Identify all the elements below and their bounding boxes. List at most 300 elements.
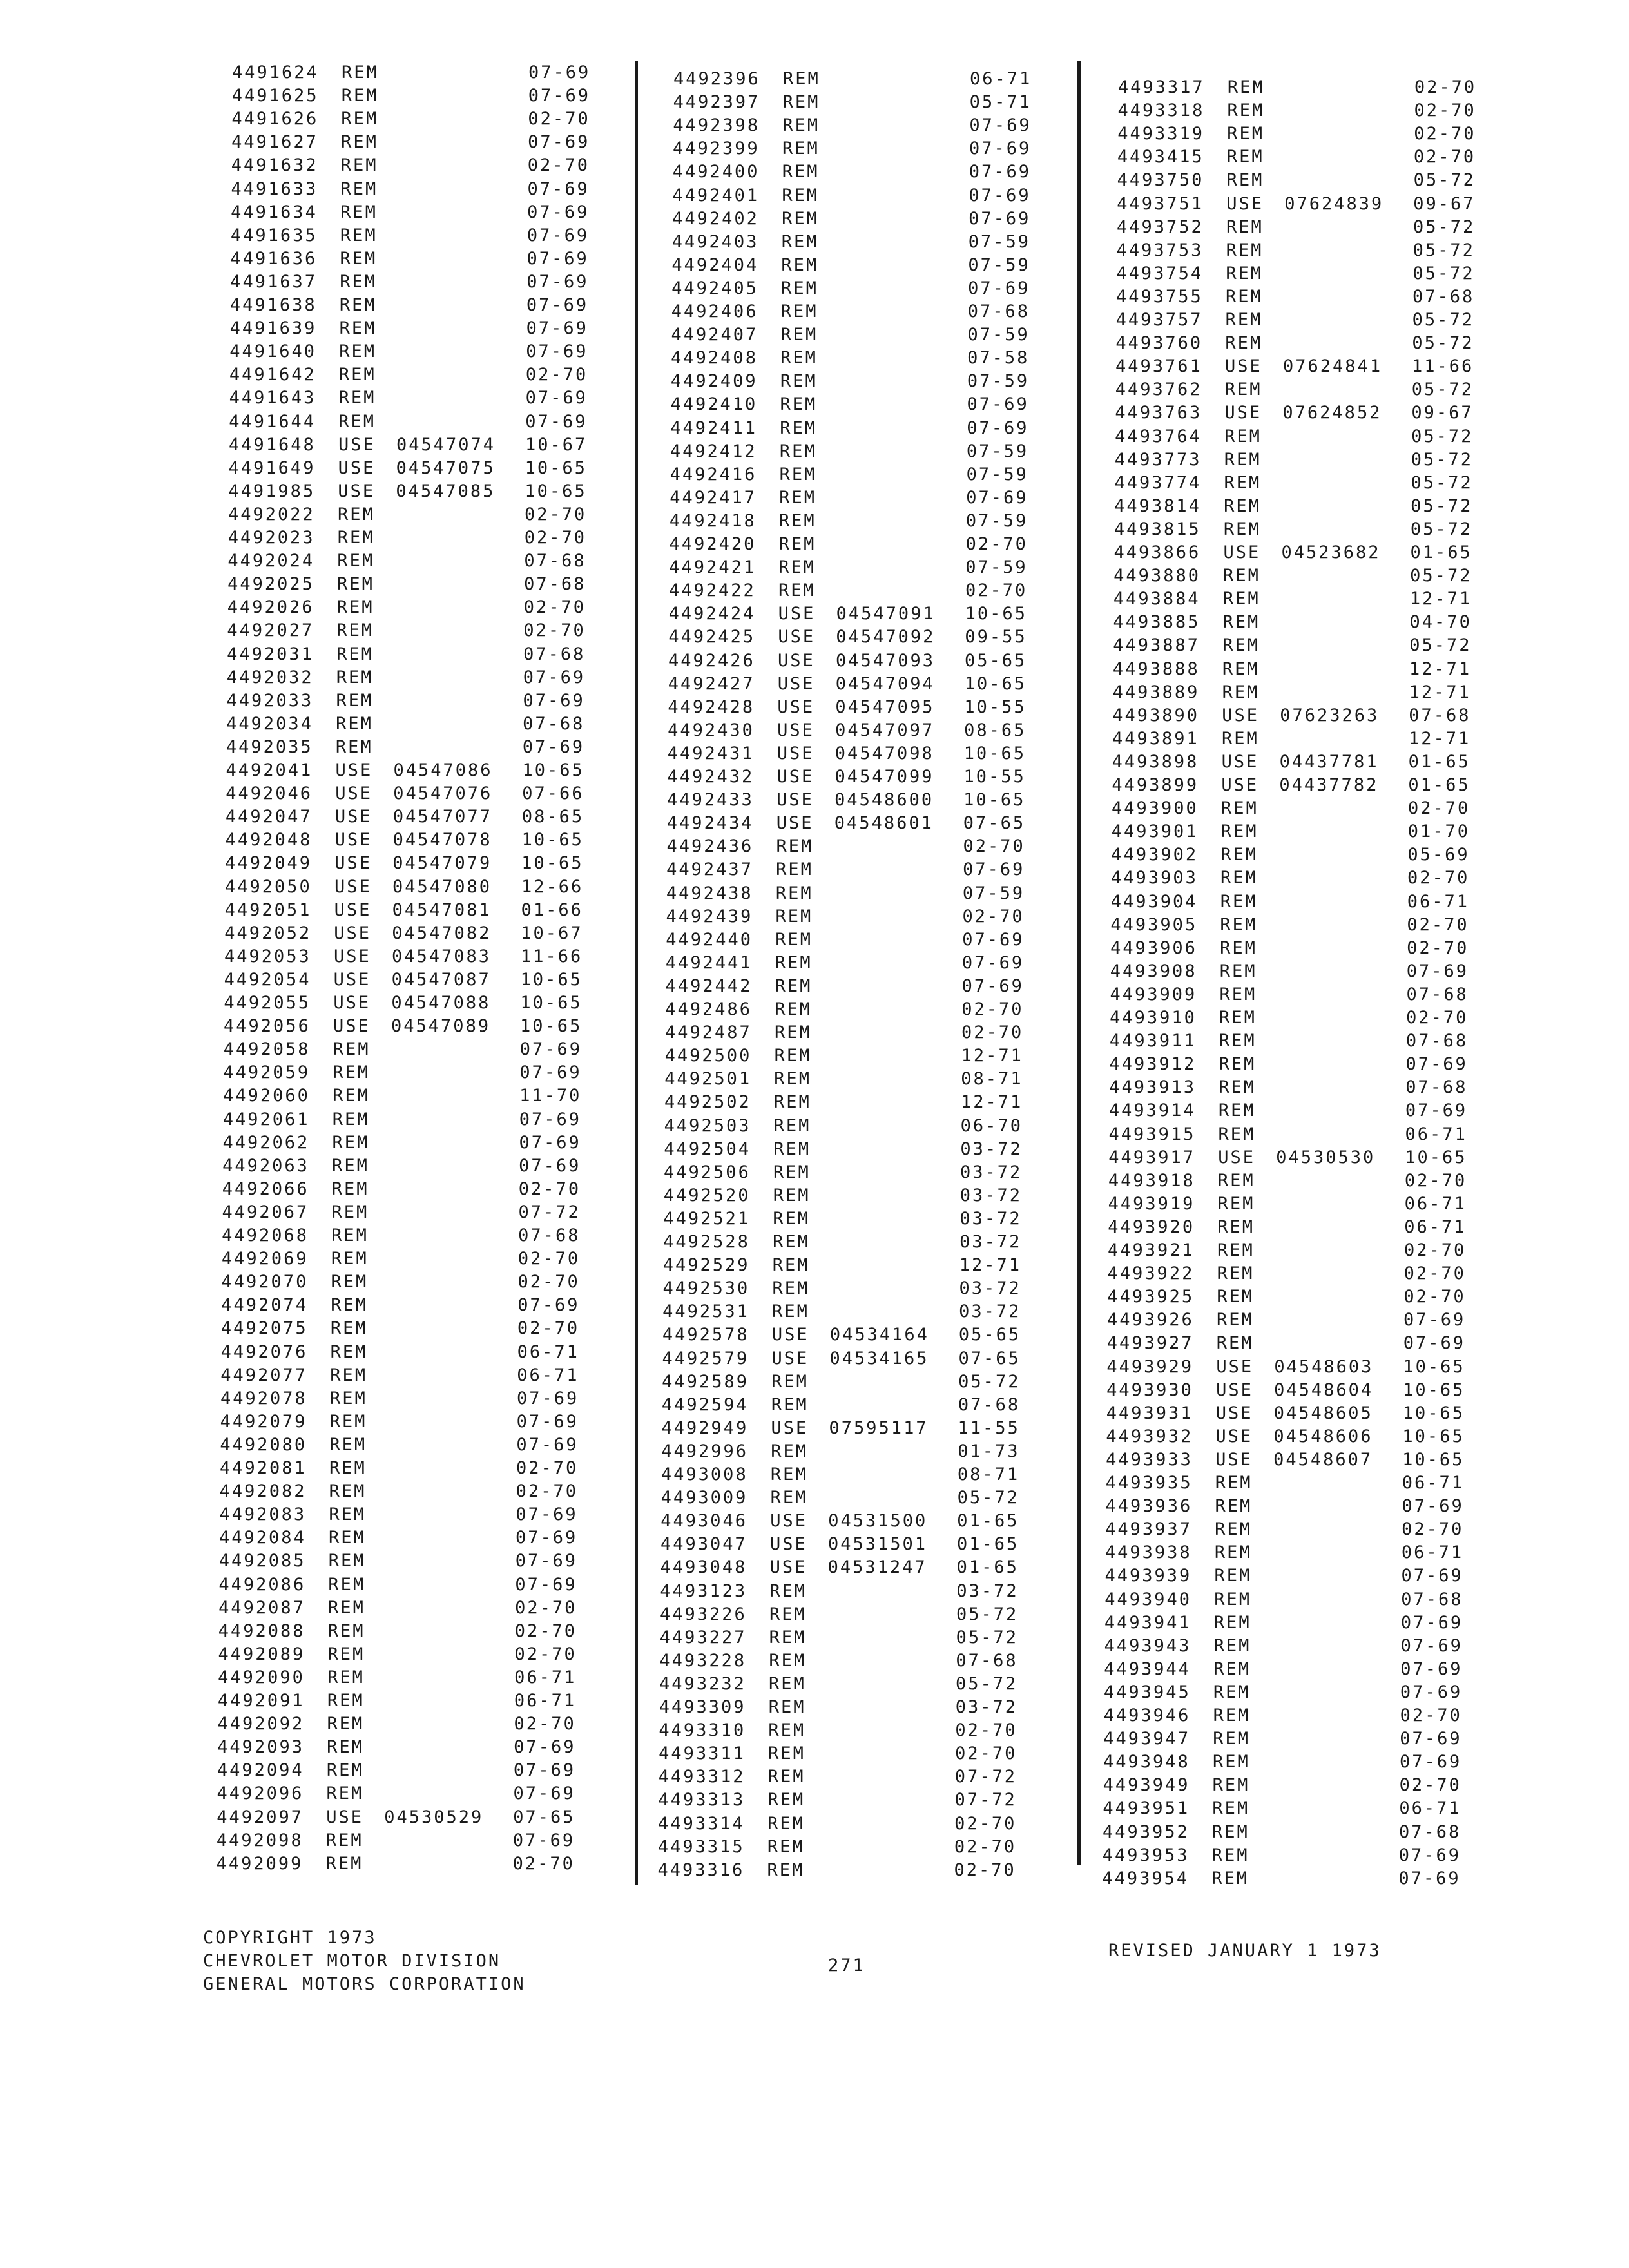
part-number: 4493314 (658, 1813, 745, 1834)
replacement-part: 04548606 (1273, 1426, 1373, 1446)
action-code: REM (1219, 1077, 1256, 1098)
date-code: 02-70 (954, 1860, 1016, 1880)
date-code: 07-68 (1405, 1031, 1469, 1052)
part-number: 4492097 (217, 1807, 304, 1827)
date-code: 10-65 (520, 969, 583, 990)
date-code: 01-73 (958, 1441, 1020, 1461)
part-number: 4493008 (660, 1465, 748, 1485)
replacement-part: 07624841 (1283, 356, 1383, 377)
action-code: REM (1217, 1193, 1255, 1214)
part-number: 4492056 (224, 1016, 311, 1037)
date-code: 07-69 (969, 185, 1031, 206)
action-code: REM (1219, 961, 1257, 981)
part-number: 4493906 (1110, 937, 1197, 958)
date-code: 07-68 (967, 302, 1030, 322)
action-code: REM (338, 411, 376, 432)
date-code: 03-72 (959, 1232, 1022, 1252)
date-code: 06-71 (1402, 1473, 1465, 1493)
date-code: 06-71 (514, 1691, 577, 1711)
part-number: 4492081 (219, 1458, 307, 1478)
part-number: 4492440 (666, 929, 753, 950)
date-code: 07-68 (956, 1650, 1018, 1671)
date-code: 07-69 (1400, 1682, 1463, 1702)
action-code: USE (776, 767, 815, 787)
action-code: REM (773, 1185, 811, 1206)
date-code: 06-71 (517, 1365, 579, 1385)
action-code: REM (770, 1488, 808, 1508)
date-code: 01-65 (956, 1534, 1019, 1555)
action-code: USE (1225, 356, 1262, 377)
part-number: 4492096 (217, 1783, 304, 1804)
part-number: 4492401 (672, 185, 760, 206)
action-code: REM (1221, 798, 1258, 819)
part-number: 4493901 (1111, 822, 1199, 842)
date-code: 07-69 (513, 1760, 576, 1781)
date-code: 05-69 (1407, 845, 1470, 865)
action-code: REM (1222, 682, 1260, 702)
part-number: 4493890 (1112, 705, 1200, 726)
part-number: 4493937 (1105, 1519, 1192, 1540)
part-number: 4491636 (230, 248, 318, 269)
action-code: REM (770, 1465, 808, 1485)
date-code: 08-65 (964, 720, 1027, 740)
action-code: REM (1211, 1868, 1249, 1888)
date-code: 07-69 (1406, 961, 1469, 981)
action-code: REM (1225, 333, 1263, 354)
date-code: 02-70 (517, 1318, 580, 1339)
action-code: REM (1212, 1752, 1250, 1773)
date-code: 10-65 (1405, 1147, 1467, 1168)
action-code: REM (1222, 635, 1260, 656)
part-number: 4492080 (220, 1434, 307, 1455)
replacement-part: 04547077 (392, 807, 492, 827)
date-code: 12-71 (1409, 682, 1471, 702)
date-code: 07-69 (525, 388, 588, 408)
action-code: REM (1218, 1124, 1256, 1144)
action-code: REM (1224, 495, 1261, 516)
action-code: USE (777, 697, 815, 717)
replacement-part: 04547088 (391, 993, 491, 1013)
date-code: 07-69 (515, 1551, 577, 1571)
date-code: 10-65 (1402, 1426, 1465, 1446)
date-code: 07-69 (1403, 1310, 1466, 1331)
action-code: REM (782, 92, 820, 113)
action-code: REM (778, 581, 816, 601)
action-code: REM (781, 255, 819, 275)
action-code: REM (779, 464, 817, 485)
date-code: 02-70 (1404, 1170, 1467, 1191)
part-number: 4491642 (229, 365, 316, 385)
replacement-part: 04548607 (1273, 1449, 1373, 1470)
part-number: 4491633 (231, 178, 318, 199)
action-code: REM (335, 736, 373, 757)
action-code: REM (1224, 426, 1262, 447)
replacement-part: 07624839 (1284, 193, 1384, 214)
date-code: 07-69 (519, 1109, 582, 1129)
date-code: 07-69 (962, 929, 1025, 950)
part-number: 4492061 (222, 1109, 310, 1129)
action-code: USE (778, 627, 816, 648)
action-code: REM (1216, 1333, 1254, 1354)
part-number: 4493887 (1113, 635, 1200, 656)
date-code: 02-70 (517, 1272, 580, 1293)
action-code: REM (776, 836, 814, 857)
date-code: 07-68 (1399, 1821, 1461, 1842)
date-code: 05-72 (1411, 380, 1474, 400)
action-code: REM (1226, 240, 1264, 260)
action-code: REM (327, 1691, 365, 1711)
action-code: REM (1217, 1216, 1255, 1237)
date-code: 05-72 (1411, 449, 1474, 470)
action-code: REM (1215, 1473, 1253, 1493)
date-code: 09-67 (1411, 403, 1474, 423)
part-number: 4493920 (1108, 1216, 1195, 1237)
part-number: 4493945 (1103, 1682, 1191, 1702)
part-number: 4493900 (1112, 798, 1199, 819)
replacement-part: 04547099 (834, 767, 934, 787)
date-code: 10-65 (1403, 1379, 1465, 1400)
date-code: 02-70 (961, 1023, 1024, 1043)
date-code: 07-69 (528, 86, 591, 106)
revised-date: REVISED JANUARY 1 1973 (1108, 1941, 1382, 1961)
part-number: 4492425 (668, 627, 756, 648)
part-number: 4492529 (662, 1255, 750, 1276)
part-number: 4493888 (1112, 658, 1200, 679)
part-number: 4492431 (667, 743, 755, 764)
date-code: 07-69 (967, 394, 1029, 415)
part-number: 4492041 (226, 760, 313, 780)
part-number: 4491985 (228, 481, 316, 501)
action-code: USE (1226, 193, 1264, 214)
replacement-part: 04548603 (1274, 1356, 1374, 1377)
action-code: REM (339, 295, 377, 315)
action-code: REM (336, 667, 374, 687)
part-number: 4492579 (662, 1348, 749, 1369)
action-code: REM (1225, 286, 1263, 307)
part-number: 4492417 (670, 487, 757, 508)
date-code: 07-69 (516, 1411, 579, 1432)
date-code: 02-70 (525, 365, 588, 385)
part-number: 4493880 (1113, 566, 1200, 586)
part-number: 4491648 (228, 434, 316, 455)
action-code: REM (769, 1581, 807, 1601)
part-number: 4493922 (1107, 1264, 1195, 1284)
part-number: 4493919 (1108, 1193, 1195, 1214)
action-code: REM (781, 231, 819, 252)
part-number: 4492438 (666, 883, 753, 903)
action-code: REM (775, 906, 813, 927)
part-number: 4492411 (670, 418, 757, 438)
part-number: 4492052 (224, 923, 312, 943)
date-code: 12-71 (1409, 589, 1472, 610)
date-code: 07-65 (958, 1348, 1021, 1369)
date-code: 07-69 (1402, 1496, 1464, 1517)
action-code: REM (331, 1202, 369, 1222)
part-number: 4492070 (221, 1272, 309, 1293)
date-code: 07-69 (969, 115, 1032, 136)
date-code: 07-68 (1409, 705, 1471, 726)
date-code: 07-68 (1401, 1589, 1463, 1610)
action-code: USE (334, 876, 372, 897)
part-number: 4493316 (657, 1860, 745, 1880)
part-number: 4493931 (1106, 1403, 1193, 1423)
action-code: USE (335, 760, 373, 780)
date-code: 07-69 (519, 1039, 582, 1060)
date-code: 07-69 (1398, 1868, 1461, 1888)
date-code: 07-68 (524, 551, 586, 572)
part-number: 4492048 (225, 830, 313, 850)
action-code: REM (774, 1046, 812, 1066)
date-code: 02-70 (1403, 1287, 1466, 1307)
date-code: 06-71 (1405, 1124, 1467, 1144)
action-code: REM (773, 1208, 811, 1229)
action-code: REM (342, 62, 379, 82)
action-code: REM (1212, 1798, 1250, 1819)
date-code: 10-55 (963, 767, 1026, 787)
action-code: REM (329, 1528, 366, 1548)
date-code: 02-70 (528, 109, 590, 130)
date-code: 01-65 (1408, 775, 1470, 795)
action-code: REM (1214, 1566, 1252, 1586)
action-code: USE (777, 673, 815, 694)
date-code: 12-71 (960, 1092, 1023, 1113)
date-code: 10-65 (522, 760, 584, 780)
action-code: REM (340, 225, 378, 245)
replacement-part: 04547075 (396, 457, 496, 478)
date-code: 05-72 (1411, 495, 1473, 516)
date-code: 07-69 (528, 132, 590, 153)
action-code: REM (778, 510, 816, 531)
date-code: 02-70 (965, 534, 1028, 554)
date-code: 02-70 (514, 1620, 577, 1641)
part-number: 4492487 (664, 1023, 752, 1043)
part-number: 4492578 (662, 1325, 749, 1345)
date-code: 07-69 (1400, 1729, 1462, 1749)
date-code: 07-69 (516, 1434, 579, 1455)
action-code: REM (1212, 1775, 1250, 1796)
action-code: REM (1226, 170, 1264, 191)
action-code: REM (338, 365, 376, 385)
date-code: 03-72 (960, 1162, 1023, 1182)
action-code: REM (337, 528, 375, 548)
replacement-part: 04547098 (834, 743, 934, 764)
part-number: 4493910 (1110, 1008, 1197, 1028)
action-code: REM (769, 1650, 807, 1671)
date-code: 02-70 (1406, 1008, 1469, 1028)
action-code: REM (772, 1255, 810, 1276)
part-number: 4492092 (217, 1714, 305, 1735)
part-number: 4493905 (1110, 914, 1198, 935)
action-code: REM (767, 1813, 805, 1834)
action-code: REM (1223, 566, 1260, 586)
part-number: 4491639 (229, 318, 317, 339)
date-code: 05-72 (1410, 519, 1473, 539)
action-code: REM (782, 208, 819, 229)
part-number: 4491626 (231, 109, 319, 130)
replacement-part: 04547083 (391, 946, 492, 966)
date-code: 08-71 (957, 1465, 1020, 1485)
date-code: 07-69 (968, 278, 1030, 298)
part-number: 4492421 (669, 557, 757, 578)
date-code: 01-65 (1408, 751, 1470, 772)
part-number: 4492409 (670, 371, 758, 392)
date-code: 07-69 (526, 295, 589, 315)
part-number: 4492427 (668, 673, 755, 694)
date-code: 02-70 (955, 1744, 1017, 1764)
date-code: 01-65 (957, 1511, 1019, 1532)
date-code: 01-66 (521, 899, 583, 920)
action-code: REM (773, 1115, 811, 1136)
part-number: 4492501 (664, 1069, 752, 1090)
date-code: 07-69 (512, 1830, 575, 1850)
action-code: USE (777, 720, 815, 740)
part-number: 4492055 (224, 993, 311, 1013)
date-code: 02-70 (955, 1720, 1017, 1741)
replacement-part: 04547094 (835, 673, 935, 694)
date-code: 07-69 (513, 1783, 575, 1804)
date-code: 07-69 (963, 860, 1025, 880)
part-number: 4492528 (663, 1232, 750, 1252)
date-code: 07-69 (526, 225, 590, 245)
part-number: 4493940 (1104, 1589, 1191, 1610)
part-number: 4492404 (671, 255, 759, 275)
replacement-part: 04547079 (392, 853, 492, 874)
date-code: 10-65 (521, 830, 584, 850)
action-code: USE (1215, 1403, 1253, 1423)
action-code: REM (1224, 380, 1262, 400)
part-number: 4493815 (1113, 519, 1201, 539)
part-number: 4492408 (671, 348, 758, 369)
part-number: 4493949 (1103, 1775, 1190, 1796)
action-code: REM (780, 325, 818, 345)
date-code: 07-59 (967, 371, 1030, 392)
action-code: REM (330, 1341, 368, 1362)
action-code: REM (327, 1620, 365, 1641)
part-number: 4493939 (1104, 1566, 1192, 1586)
part-number: 4493762 (1115, 380, 1202, 400)
action-code: USE (1223, 543, 1261, 562)
part-number: 4492027 (227, 620, 314, 641)
page-number: 271 (828, 1956, 865, 1975)
part-number: 4492026 (227, 597, 314, 618)
date-code: 02-70 (962, 906, 1025, 927)
replacement-part: 04547087 (391, 969, 491, 990)
replacement-part: 04547092 (836, 627, 936, 648)
part-number: 4493047 (660, 1534, 747, 1555)
date-code: 02-70 (961, 999, 1024, 1019)
action-code: USE (338, 434, 376, 455)
date-code: 02-70 (1407, 937, 1469, 958)
part-number: 4493930 (1106, 1379, 1193, 1400)
part-number: 4493755 (1115, 286, 1203, 307)
date-code: 07-65 (963, 813, 1026, 834)
part-number: 4491643 (229, 388, 316, 408)
part-number: 4492075 (220, 1318, 308, 1339)
part-number: 4492033 (226, 690, 314, 711)
action-code: REM (1212, 1821, 1249, 1842)
date-code: 12-71 (959, 1255, 1022, 1276)
part-number: 4492093 (217, 1737, 304, 1758)
part-number: 4492082 (219, 1481, 307, 1502)
date-code: 10-65 (965, 604, 1027, 624)
part-number: 4493884 (1113, 589, 1200, 610)
action-code: USE (333, 1016, 371, 1037)
date-code: 07-69 (1405, 1100, 1468, 1121)
part-number: 4493935 (1105, 1473, 1193, 1493)
date-code: 02-70 (518, 1178, 581, 1199)
date-code: 11-55 (958, 1418, 1020, 1438)
action-code: REM (331, 1178, 369, 1199)
part-number: 4493319 (1117, 124, 1205, 144)
part-number: 4492442 (665, 975, 753, 996)
part-number: 4493309 (659, 1697, 746, 1717)
action-code: REM (340, 271, 377, 292)
part-number: 4492058 (223, 1039, 311, 1060)
part-number: 4492099 (216, 1853, 304, 1874)
action-code: REM (1220, 868, 1258, 889)
action-code: REM (1213, 1612, 1251, 1633)
part-number: 4492500 (664, 1046, 752, 1066)
part-number: 4492521 (663, 1208, 751, 1229)
part-number: 4492068 (222, 1225, 309, 1245)
replacement-part: 04547078 (392, 830, 492, 850)
part-number: 4492403 (671, 231, 759, 252)
part-number: 4492046 (226, 783, 313, 804)
part-number: 4491635 (230, 225, 318, 245)
date-code: 02-70 (1403, 1264, 1466, 1284)
part-number: 4492066 (222, 1178, 309, 1199)
part-number: 4492098 (216, 1830, 304, 1850)
part-number: 4492420 (669, 534, 757, 554)
action-code: USE (334, 830, 372, 850)
part-number: 4492428 (668, 697, 755, 717)
part-number: 4491634 (231, 202, 318, 222)
action-code: USE (338, 481, 376, 501)
action-code: USE (1221, 775, 1259, 795)
date-code: 07-69 (527, 202, 590, 222)
date-code: 07-69 (526, 318, 588, 339)
date-code: 10-65 (525, 457, 587, 478)
action-code: REM (1217, 1310, 1254, 1331)
part-number: 4492084 (219, 1528, 306, 1548)
action-code: REM (336, 597, 374, 618)
action-code: REM (1213, 1658, 1251, 1679)
action-code: REM (782, 185, 820, 206)
part-number: 4493415 (1117, 147, 1204, 168)
date-code: 02-70 (514, 1644, 577, 1664)
part-number: 4493753 (1116, 240, 1204, 260)
action-code: REM (325, 1853, 363, 1874)
action-code: REM (329, 1411, 367, 1432)
part-number: 4493814 (1114, 495, 1201, 516)
action-code: REM (779, 487, 817, 508)
date-code: 12-71 (1409, 658, 1472, 679)
part-number: 4493946 (1103, 1706, 1191, 1725)
date-code: 02-70 (954, 1813, 1017, 1834)
action-code: REM (773, 1139, 811, 1159)
part-number: 4493918 (1108, 1170, 1195, 1191)
action-code: REM (1222, 589, 1260, 610)
action-code: REM (1213, 1682, 1251, 1702)
action-code: REM (776, 860, 813, 880)
part-number: 4493932 (1106, 1426, 1193, 1446)
date-code: 10-65 (520, 1016, 583, 1037)
part-number: 4493760 (1115, 333, 1203, 354)
date-code: 01-65 (1410, 543, 1472, 562)
action-code: USE (778, 650, 815, 671)
part-number: 4493941 (1104, 1612, 1191, 1633)
date-code: 11-66 (1412, 356, 1474, 377)
